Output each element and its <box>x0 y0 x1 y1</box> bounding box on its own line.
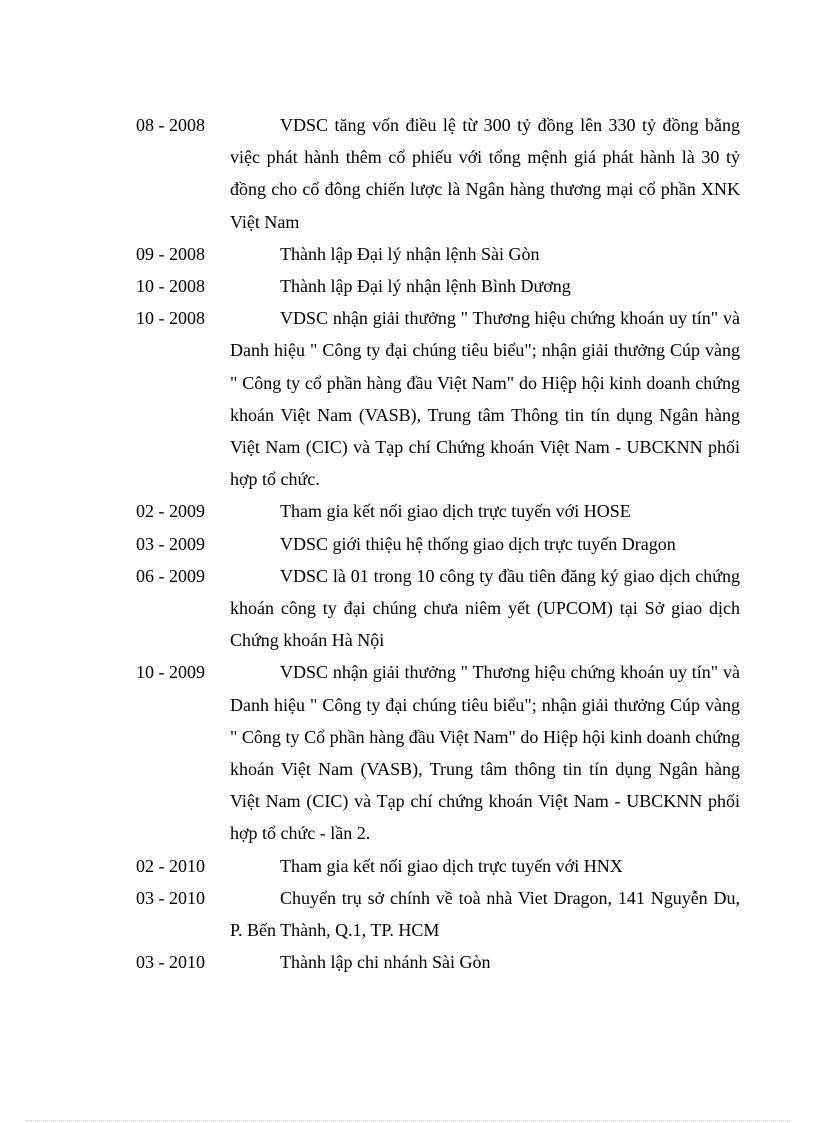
timeline-entry <box>136 109 740 238</box>
entry-date: 06 - 2009 <box>136 565 205 586</box>
entry-text: Thành lập Đại lý nhận lệnh Sài Gòn <box>280 243 540 264</box>
entry-text: Thành lập chi nhánh Sài Gòn <box>280 952 491 973</box>
entry-date: 03 - 2010 <box>136 952 205 973</box>
entry-text: VDSC là 01 trong 10 công ty đầu tiên đăng ký giao dịch chứng khoán công ty đại chúng chưa niêm yết (UPCOM) tại Sở giao dịch Chứng khoán Hà Nội <box>230 565 740 651</box>
entry-date: 10 - 2009 <box>136 662 205 683</box>
entry-text: Tham gia kết nối giao dịch trực tuyến với HNX <box>280 855 623 876</box>
entry-text: VDSC tăng vốn điều lệ từ 300 tỷ đồng lên 330 tỷ đồng bằng việc phát hành thêm cổ phiếu với tổng mệnh giá phát hành là 30 tỷ đồng cho cổ đông chiến lược là Ngân hàng thương mại cổ phần XNK Việt Nam <box>230 115 740 232</box>
entry-text: Thành lập Đại lý nhận lệnh Bình Dương <box>280 276 571 297</box>
entry-date: 03 - 2010 <box>136 887 205 908</box>
timeline-entry <box>136 946 740 978</box>
timeline-entry <box>136 850 740 882</box>
entry-text: Tham gia kết nối giao dịch trực tuyến với HOSE <box>280 501 631 522</box>
entry-text: Chuyển trụ sở chính về toà nhà Viet Dragon, 141 Nguyễn Du, P. Bến Thành, Q.1, TP. HCM <box>230 887 740 941</box>
timeline-entry <box>136 882 740 946</box>
entry-date: 02 - 2010 <box>136 855 205 876</box>
entry-text: VDSC nhận giải thưởng " Thương hiệu chứng khoán uy tín" và Danh hiệu " Công ty đại chúng tiêu biểu"; nhận giải thưởng Cúp vàng " Công ty cổ phần hàng đầu Việt Nam" do Hiệp hội kinh doanh chứng khoán Việt Nam (VASB), Trung tâm Thông tin tín dụng Ngân hàng Việt Nam (CIC) và Tạp chí Chứng khoán Việt Nam - UBCKNN phối hợp tổ chức. <box>230 308 740 490</box>
entry-date: 10 - 2008 <box>136 276 205 297</box>
timeline-entry <box>136 238 740 270</box>
entry-date: 02 - 2009 <box>136 501 205 522</box>
timeline-entry <box>136 560 740 657</box>
page-bottom-divider <box>26 1120 790 1121</box>
entry-date: 08 - 2008 <box>136 115 205 135</box>
entry-text: VDSC nhận giải thưởng " Thương hiệu chứng khoán uy tín" và Danh hiệu " Công ty đại chúng tiêu biểu"; nhận giải thưởng Cúp vàng " Công ty Cổ phần hàng đầu Việt Nam" do Hiệp hội kinh doanh chứng khoán Việt Nam (VASB), Trung tâm thông tin tín dụng Ngân hàng Việt Nam (CIC) và Tạp chí chứng khoán Việt Nam - UBCKNN phối hợp tổ chức - lần 2. <box>230 662 740 844</box>
entry-date: 10 - 2008 <box>136 308 205 329</box>
entry-text: VDSC giới thiệu hệ thống giao dịch trực tuyến Dragon <box>280 533 676 554</box>
timeline <box>136 109 740 978</box>
entry-date: 09 - 2008 <box>136 243 205 264</box>
timeline-entry <box>136 302 740 495</box>
timeline-entry <box>136 528 740 560</box>
timeline-entry <box>136 270 740 302</box>
entry-date: 03 - 2009 <box>136 533 205 554</box>
timeline-entry <box>136 656 740 849</box>
timeline-entry <box>136 495 740 527</box>
